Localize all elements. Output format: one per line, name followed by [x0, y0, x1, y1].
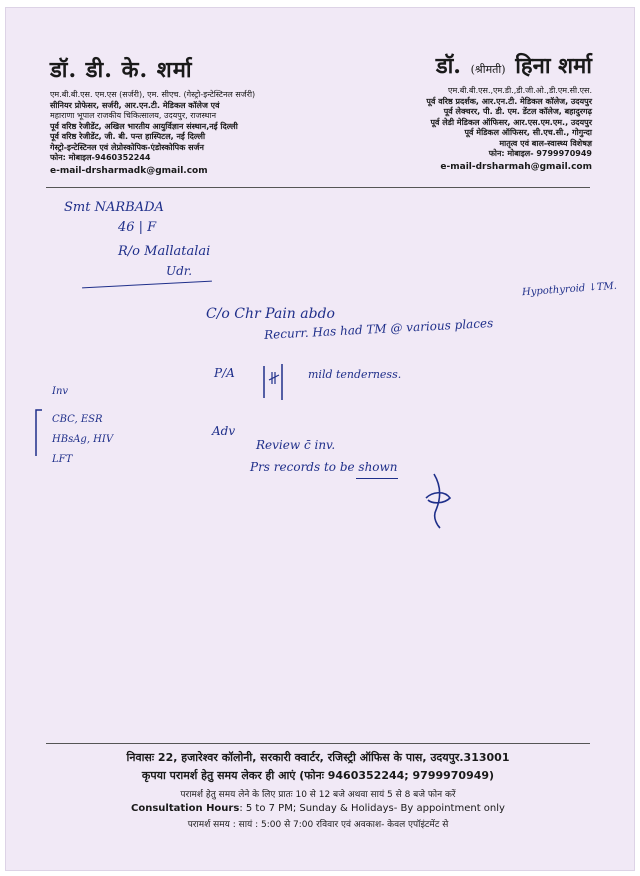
left-doctor-line: एम.बी.बी.एस. एम.एस (सर्जरी), एम. सीएच. (गेस्ट्रो-इन्टेस्टिनल सर्जरी) — [50, 90, 256, 99]
investigations-bracket — [32, 408, 46, 458]
right-doctor-prefix: डॉ. — [435, 53, 461, 79]
consultation-hours-label: Consultation Hours — [131, 803, 240, 814]
header-divider — [46, 187, 590, 188]
pa-finding: mild tenderness. — [308, 368, 402, 381]
advice-label: Adv — [212, 424, 236, 438]
prescription-sheet — [6, 8, 634, 870]
left-doctor-line: सीनियर प्रोफेसर, सर्जरी, आर.एन.टी. मेडिकल कॉलेज एवं — [50, 100, 220, 110]
patient-address: R/o Mallatalai — [118, 244, 211, 259]
investigation-item: LFT — [52, 454, 73, 465]
investigation-item: CBC, ESR — [52, 414, 103, 425]
call-timing-note: परामर्श हेतु समय लेने के लिए प्रातः 10 से 12 बजे अथवा सायं 5 से 8 बजे फोन करें — [180, 790, 456, 800]
left-doctor-line: महाराणा भूपाल राजकीय चिकित्सालय, उदयपुर, राजस्थान — [50, 111, 217, 120]
clinic-address: निवासः 22, हजारेश्वर कॉलोनी, सरकारी क्वार्टर, रजिस्ट्री ऑफिस के पास, उदयपुर.313001 — [126, 751, 510, 764]
right-doctor-name: हिना शर्मा — [515, 53, 592, 79]
right-doctor-header — [426, 50, 592, 172]
right-doctor-phone: फोन: मोबाइल- 9799970949 — [488, 149, 592, 158]
abdomen-tenderness-sketch — [260, 360, 300, 402]
advice-line-2: Prs records to be shown — [250, 460, 398, 474]
right-doctor-line: मातृत्व एवं बाल-स्वास्थ्य विशेषज्ञ — [499, 138, 592, 148]
left-doctor-line: पूर्व वरिष्ठ रेजीडेंट, जी. बी. पन्त हास्पिटल, नई दिल्ली — [50, 132, 206, 141]
patient-age-sex: 46 | F — [118, 220, 157, 235]
right-doctor-line: एम.बी.बी.एस.,एम.डी.,डी.जी.ओ.,डी.एम.सी.एस. — [448, 86, 592, 95]
left-doctor-name: डॉ. डी. के. शर्मा — [50, 57, 193, 83]
patient-name: Smt NARBADA — [64, 200, 164, 215]
consultation-hours-text: : 5 to 7 PM; Sunday & Holidays- By appointment only — [239, 803, 505, 814]
advice-line-1: Review c̄ inv. — [256, 438, 336, 452]
patient-underline — [82, 281, 212, 289]
left-doctor-email: e-mail-drsharmadk@gmail.com — [50, 165, 208, 176]
right-doctor-line: पूर्व वरिष्ठ प्रदर्शक, आर.एन.टी. मेडिकल कॉलेज, उदयपुर — [426, 96, 592, 106]
consultation-hours-hindi: परामर्श समय : सायं : 5:00 से 7:00 रविवार एवं अवकाश- केवल एपॉइंटमेंट से — [187, 820, 449, 830]
investigations-label: Inv — [52, 386, 69, 397]
investigation-item: HBsAg, HIV — [52, 434, 114, 445]
left-doctor-phone: फोन: मोबाइल-9460352244 — [50, 153, 151, 162]
pa-label: P/A — [214, 366, 235, 380]
right-doctor-honorific: (श्रीमती) — [470, 63, 506, 76]
appointment-note: कृपया परामर्श हेतु समय लेकर ही आएं (फोनः 9460352244; 9799970949) — [141, 769, 495, 782]
right-doctor-email: e-mail-drsharmah@gmail.com — [440, 161, 592, 172]
right-doctor-name-row — [426, 50, 592, 80]
left-doctor-line: गेस्ट्रो-इन्टेस्टिनल एवं लेप्रोस्कोपिक-एंडोस्कोपिक सर्जन — [50, 142, 204, 152]
consultation-hours — [46, 803, 590, 814]
right-doctor-line: पूर्व लेडी मेडिकल ऑफिसर, आर.एस.एम.एम., उदयपुर — [430, 117, 592, 127]
left-doctor-line: पूर्व वरिष्ठ रेजीडेंट, अखिल भारतीय आयुर्विज्ञान संस्थान,नई दिल्ली — [50, 121, 238, 131]
complaint-line-2: Recurr. Has had TM @ various places — [263, 316, 494, 342]
right-doctor-line: पूर्व मेडिकल ऑफिसर, सी.एच.सी., गोगुन्दा — [464, 128, 592, 137]
right-doctor-credentials — [426, 86, 592, 160]
left-doctor-credentials — [50, 90, 255, 164]
advice-underline — [356, 478, 398, 479]
footer — [46, 750, 590, 830]
history-note: Hypothyroid ↓TM. — [521, 280, 618, 299]
left-doctor-header — [50, 54, 255, 176]
doctor-signature — [420, 470, 454, 530]
complaint-line-1: C/o Chr Pain abdo — [206, 306, 335, 322]
right-doctor-line: पूर्व लेक्चरर, पी. डी. एम. डेंटल कॉलेज, बहादुरगढ़ — [443, 107, 592, 116]
patient-city: Udr. — [166, 264, 193, 278]
footer-divider — [46, 743, 590, 744]
